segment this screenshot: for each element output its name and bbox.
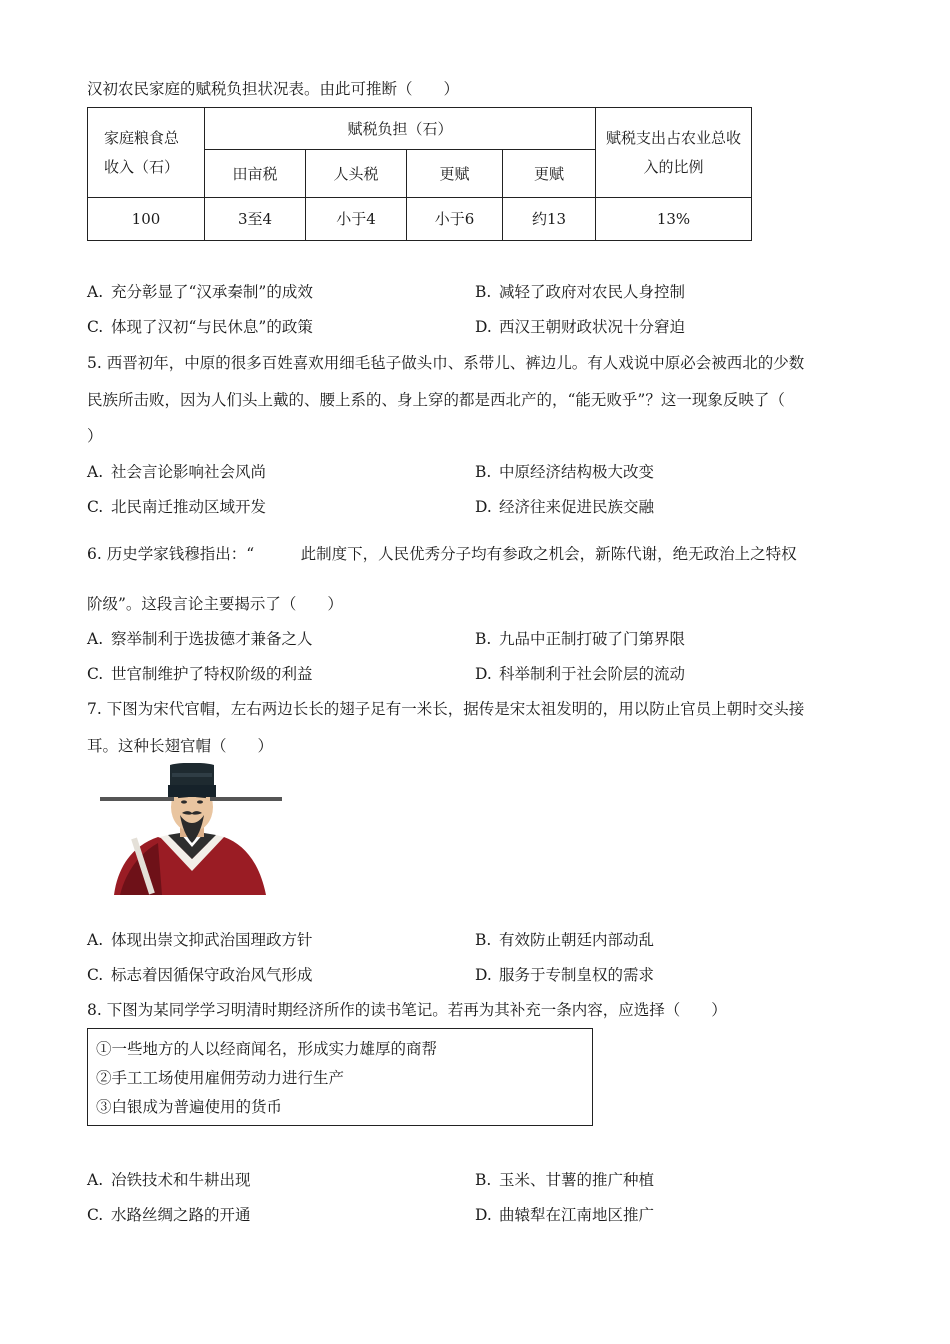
q5-stem-line-3: ） (87, 427, 103, 445)
cell-land-tax: 3至4 (205, 198, 306, 241)
q5-option-a[interactable]: A. 社会言论影响社会风尚 (87, 463, 267, 481)
q6-option-d[interactable]: D. 科举制利于社会阶层的流动 (475, 665, 686, 683)
subheader-gengfu-1: 更赋 (407, 150, 503, 198)
tax-burden-table (87, 107, 752, 241)
note-item: ①一些地方的人以经商闻名，形成实力雄厚的商帮 (96, 1040, 438, 1058)
q6-option-b[interactable]: B. 九品中正制打破了门第界限 (475, 630, 686, 648)
cell-poll-tax: 小于4 (306, 198, 407, 241)
header-ratio: 赋税支出占农业总收入的比例 (596, 108, 752, 198)
cell-ratio: 13% (596, 198, 752, 241)
cell-income: 100 (88, 198, 205, 241)
q4-option-a[interactable]: A. 充分彰显了“汉承秦制”的成效 (87, 283, 313, 301)
subheader-poll-tax: 人头税 (306, 150, 407, 198)
hat-back (172, 773, 212, 777)
q6-stem-line-2: 阶级”。这段言论主要揭示了（ ） (87, 595, 343, 613)
q5-option-c[interactable]: C. 北民南迁推动区域开发 (87, 498, 267, 516)
q8-option-b[interactable]: B. 玉米、甘薯的推广种植 (475, 1171, 655, 1189)
q8-option-a[interactable]: A. 冶铁技术和牛耕出现 (87, 1171, 251, 1189)
q7-option-a[interactable]: A. 体现出崇文抑武治国理政方针 (87, 931, 313, 949)
note-item: ②手工工场使用雇佣劳动力进行生产 (96, 1069, 345, 1087)
q7-option-c[interactable]: C. 标志着因循保守政治风气形成 (87, 966, 313, 984)
q4-stem: 汉初农民家庭的赋税负担状况表。由此可推断（ ） (87, 80, 460, 98)
table-row (88, 198, 752, 241)
q8-stem: 8. 下图为某同学学习明清时期经济所作的读书笔记。若再为其补充一条内容，应选择（ ） (87, 1001, 727, 1019)
hat-left-wing (100, 797, 174, 801)
q5-option-b[interactable]: B. 中原经济结构极大改变 (475, 463, 655, 481)
q8-option-d[interactable]: D. 曲辕犁在江南地区推广 (475, 1206, 655, 1224)
q7-option-b[interactable]: B. 有效防止朝廷内部动乱 (475, 931, 655, 949)
q7-stem-line-1: 7. 下图为宋代官帽，左右两边长长的翅子足有一米长，据传是宋太祖发明的，用以防止官员上朝时交头接 (87, 700, 805, 718)
header-burden: 赋税负担（石） (205, 108, 596, 150)
left-eye (181, 800, 187, 803)
subheader-land-tax: 田亩税 (205, 150, 306, 198)
q4-option-b[interactable]: B. 减轻了政府对农民人身控制 (475, 283, 686, 301)
q6-stem-line-1: 6. 历史学家钱穆指出：“ 此制度下，人民优秀分子均有参政之机会，新陈代谢，绝无政治上之特权 (87, 545, 797, 563)
note-item: ③白银成为普遍使用的货币 (96, 1098, 283, 1116)
q8-option-c[interactable]: C. 水路丝绸之路的开通 (87, 1206, 251, 1224)
q7-stem-line-2: 耳。这种长翅官帽（ ） (87, 737, 274, 755)
q5-stem-line-2: 民族所击败，因为人们头上戴的、腰上系的、身上穿的都是西北产的，“能无败乎”？这一现象反映了（ (87, 391, 785, 409)
header-income: 家庭粮食总收入（石） (88, 108, 205, 198)
song-official-hat-illustration (100, 763, 282, 895)
cell-gengfu-2: 约13 (503, 198, 596, 241)
hat-band (168, 785, 216, 797)
right-eye (197, 800, 203, 803)
q5-stem-line-1: 5. 西晋初年，中原的很多百姓喜欢用细毛毡子做头巾、系带儿、裤边儿。有人戏说中原必会被西北的少数 (87, 354, 805, 372)
q5-option-d[interactable]: D. 经济往来促进民族交融 (475, 498, 655, 516)
q7-option-d[interactable]: D. 服务于专制皇权的需求 (475, 966, 655, 984)
q4-option-c[interactable]: C. 体现了汉初“与民休息”的政策 (87, 318, 313, 336)
q4-option-d[interactable]: D. 西汉王朝财政状况十分窘迫 (475, 318, 686, 336)
subheader-gengfu-2: 更赋 (503, 150, 596, 198)
cell-gengfu-1: 小于6 (407, 198, 503, 241)
q6-option-a[interactable]: A. 察举制利于选拔德才兼备之人 (87, 630, 313, 648)
hat-right-wing (210, 797, 282, 801)
q6-option-c[interactable]: C. 世官制维护了特权阶级的利益 (87, 665, 313, 683)
reading-notes-box (87, 1028, 593, 1126)
